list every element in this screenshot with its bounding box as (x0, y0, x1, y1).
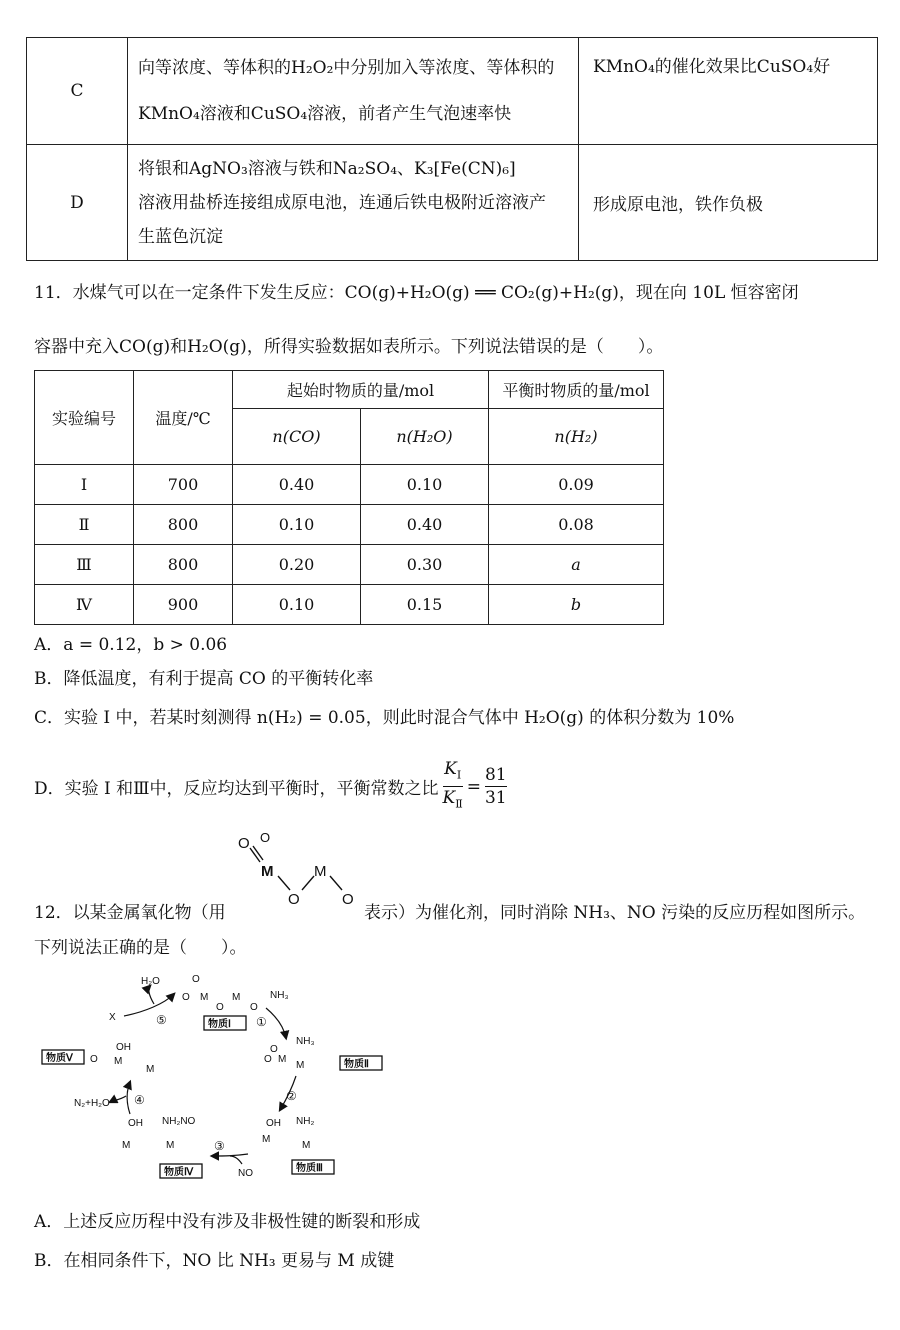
cell-h2o: 0.30 (361, 545, 489, 585)
cell-h2: 0.08 (489, 505, 664, 545)
cell-h2: 0.09 (489, 465, 664, 505)
m-atom: M (114, 1056, 123, 1067)
k-num-sub: Ⅰ (456, 768, 462, 782)
substance-5-label (42, 1050, 84, 1064)
m-atom: M (146, 1064, 155, 1075)
header-temp: 温度/℃ (134, 371, 233, 465)
ratio-denominator: 31 (484, 788, 507, 809)
q12-stem-line1-pre: 12．以某金属氧化物（用 (34, 903, 226, 923)
header-eq: 平衡时物质的量/mol (489, 371, 664, 409)
oh-label: OH (266, 1118, 281, 1129)
m-atom: M (278, 1054, 287, 1065)
option-d-text: D．实验 Ⅰ 和Ⅲ中，反应均达到平衡时，平衡常数之比 (34, 779, 439, 800)
cell-temp: 700 (134, 465, 233, 505)
substance-1-label (204, 1016, 246, 1030)
substance-2-label (340, 1056, 382, 1070)
row-description (128, 38, 579, 145)
svg-text:物质Ⅲ: 物质Ⅲ (296, 1163, 323, 1174)
table-row (35, 585, 664, 625)
nh3-label: NH₃ (270, 990, 289, 1001)
m-atom: M (262, 1134, 271, 1145)
q11-stem-line1: 11．水煤气可以在一定条件下发生反应：CO(g)+H₂O(g) ══ CO₂(g)+H₂(g)，现在向 10L 恒容密闭 (34, 283, 799, 303)
cell-id: Ⅱ (35, 505, 134, 545)
cell-id: Ⅲ (35, 545, 134, 585)
step-3: ③ (214, 1139, 225, 1153)
o-atom: O (182, 992, 190, 1003)
ratio-numerator: 81 (484, 765, 507, 786)
row-description (128, 145, 579, 261)
desc-line: 生蓝色沉淀 (138, 226, 223, 247)
substance-4-label (160, 1164, 202, 1178)
m-atom: M (122, 1140, 131, 1151)
cell-co: 0.10 (233, 585, 361, 625)
table-row (35, 545, 664, 585)
svg-text:物质Ⅰ: 物质Ⅰ (208, 1019, 231, 1030)
m-atom: M (166, 1140, 175, 1151)
m-atom: M (200, 992, 209, 1003)
q11-option-d (34, 758, 507, 816)
substance-3-label (292, 1160, 334, 1174)
step-5: ⑤ (156, 1013, 167, 1027)
reaction-mechanism-diagram (34, 964, 394, 1184)
header-n-h2o: n(H₂O) (361, 409, 489, 465)
svg-text:物质Ⅴ: 物质Ⅴ (46, 1053, 73, 1064)
m-atom: M (296, 1060, 305, 1071)
desc-line: 将银和AgNO₃溶液与铁和Na₂SO₄、K₃[Fe(CN)₆] (138, 158, 516, 179)
table-row (27, 38, 878, 145)
q12-option-b: B．在相同条件下，NO 比 NH₃ 更易与 M 成键 (34, 1251, 395, 1271)
o-atom: O (342, 891, 354, 908)
o-atom: O (238, 835, 250, 852)
cell-co: 0.10 (233, 505, 361, 545)
m-atom: M (314, 863, 327, 880)
desc-line: 向等浓度、等体积的H₂O₂中分别加入等浓度、等体积的 (138, 58, 555, 78)
oh-label: OH (116, 1042, 131, 1053)
o-atom: O (216, 1002, 224, 1013)
desc-line: 溶液用盐桥连接组成原电池，连通后铁电极附近溶液产 (138, 192, 546, 213)
m-atom: M (302, 1140, 311, 1151)
nh2no-label: NH₂NO (162, 1116, 196, 1127)
k-den-sub: Ⅱ (455, 797, 463, 811)
m-atom: M (261, 863, 274, 880)
table-row (27, 145, 878, 261)
o-atom: O (288, 891, 300, 908)
m-atom: M (232, 992, 241, 1003)
table-header-row (35, 371, 664, 409)
header-start: 起始时物质的量/mol (233, 371, 489, 409)
header-n-co: n(CO) (233, 409, 361, 465)
q11-option-c: C．实验 Ⅰ 中，若某时刻测得 n(H₂) = 0.05，则此时混合气体中 H₂O(g) 的体积分数为 10% (34, 708, 735, 728)
o-atom: O (264, 1054, 272, 1065)
cell-temp: 900 (134, 585, 233, 625)
o-atom: O (90, 1054, 98, 1065)
h2o-label: H₂O (141, 976, 160, 987)
o-atom: O (250, 1002, 258, 1013)
o-atom: O (192, 974, 200, 985)
header-id: 实验编号 (35, 371, 134, 465)
experiment-table-cd (26, 37, 878, 261)
q11-option-b: B．降低温度，有利于提高 CO 的平衡转化率 (34, 669, 374, 689)
cell-co: 0.20 (233, 545, 361, 585)
step-4: ④ (134, 1093, 145, 1107)
n2-h2o-label: N₂+H₂O (74, 1098, 110, 1109)
desc-line: KMnO₄溶液和CuSO₄溶液，前者产生气泡速率快 (138, 104, 512, 124)
row-conclusion: 形成原电池，铁作负极 (579, 145, 878, 261)
cell-co: 0.40 (233, 465, 361, 505)
ratio-value (485, 764, 507, 809)
no-label: NO (238, 1168, 253, 1179)
cell-temp: 800 (134, 545, 233, 585)
row-conclusion: KMnO₄的催化效果比CuSO₄好 (579, 38, 878, 145)
oh-label: OH (128, 1118, 143, 1129)
row-label: C (27, 38, 128, 145)
svg-text:物质Ⅳ: 物质Ⅳ (164, 1167, 194, 1178)
k-den: K (442, 788, 456, 809)
nh3-label: NH₃ (296, 1036, 315, 1047)
table-row (35, 465, 664, 505)
q12-stem-line2: 下列说法正确的是（ ）。 (34, 938, 247, 958)
x-label: X (109, 1012, 116, 1023)
cell-h2o: 0.10 (361, 465, 489, 505)
cell-id: Ⅰ (35, 465, 134, 505)
cell-id: Ⅳ (35, 585, 134, 625)
q11-stem-line2: 容器中充入CO(g)和H₂O(g)，所得实验数据如表所示。下列说法错误的是（ ）。 (34, 337, 664, 357)
cell-h2o: 0.40 (361, 505, 489, 545)
q12-stem-line1-post: 表示）为催化剂，同时消除 NH₃、NO 污染的反应历程如图所示。 (364, 903, 866, 923)
k-ratio (443, 758, 463, 816)
k-num: K (444, 759, 457, 779)
table-row (35, 505, 664, 545)
q11-option-a: A．a = 0.12，b > 0.06 (34, 635, 228, 655)
cell-h2o: 0.15 (361, 585, 489, 625)
o-atom: O (260, 830, 271, 845)
step-1: ① (256, 1015, 267, 1029)
svg-text:物质Ⅱ: 物质Ⅱ (344, 1059, 369, 1070)
q11-data-table (34, 370, 664, 625)
row-label: D (27, 145, 128, 261)
q12-option-a: A．上述反应历程中没有涉及非极性键的断裂和形成 (34, 1212, 421, 1232)
cell-h2: b (489, 585, 664, 625)
o-atom: O (270, 1044, 278, 1055)
cell-h2: a (489, 545, 664, 585)
cell-temp: 800 (134, 505, 233, 545)
equals-sign: = (466, 776, 481, 797)
catalyst-structure-icon (230, 818, 370, 918)
nh2-label: NH₂ (296, 1116, 315, 1127)
header-n-h2: n(H₂) (489, 409, 664, 465)
step-2: ② (286, 1089, 297, 1103)
